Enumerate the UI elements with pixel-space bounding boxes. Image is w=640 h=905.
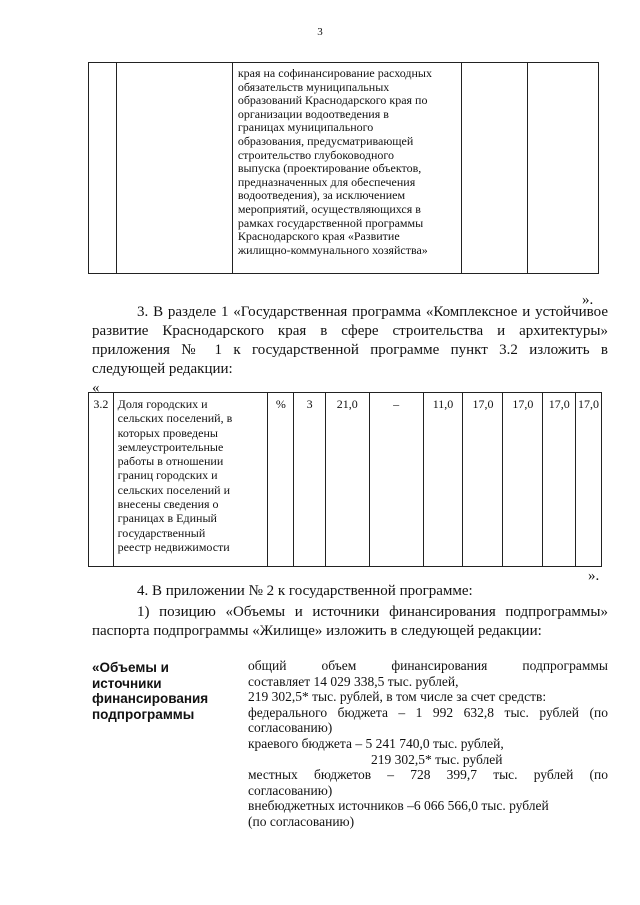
- paragraph-3: [92, 303, 608, 379]
- indicator-name-line: землеустроительные: [117, 439, 224, 454]
- description-line: Краснодарского края «Развитие: [237, 229, 400, 244]
- financing-label-line: «Объемы и: [92, 660, 169, 675]
- item-4-1: [92, 603, 608, 641]
- paragraph-line: развитие Краснодарского края в сфере строительства и архитектуры»: [92, 323, 608, 339]
- value-cell: 17,0: [543, 393, 576, 567]
- item-4-heading: 4. В приложении № 2 к государственной программе:: [137, 583, 473, 599]
- description-line: предназначенных для обеспечения: [237, 174, 416, 189]
- table-continuation: [88, 62, 599, 274]
- indicator-name-line: границ городских и: [117, 468, 218, 483]
- paragraph-line: 1) позицию «Объемы и источники финансирования подпрограммы»: [137, 604, 608, 620]
- financing-value-line: согласованию): [248, 720, 333, 736]
- financing-label-line: источники: [92, 675, 162, 691]
- financing-value-line: общий объем финансирования подпрограммы: [248, 658, 608, 673]
- row-number: 3.2: [89, 393, 114, 567]
- financing-value-line: местных бюджетов – 728 399,7 тыс. рублей (по: [248, 767, 608, 783]
- table-cell-empty: [116, 63, 232, 274]
- description-line: водоотведения), за исключением: [237, 188, 406, 203]
- table-cell-description: [232, 63, 461, 274]
- value-cell: 17,0: [463, 393, 503, 567]
- financing-value-line: 219 302,5* тыс. рублей: [371, 751, 503, 767]
- description-line: обязательств муниципальных: [237, 79, 390, 94]
- page-number: 3: [317, 26, 323, 38]
- paragraph-line: 3. В разделе 1 «Государственная программа «Комплексное и устойчивое: [137, 304, 608, 320]
- financing-label-line: подпрограммы: [92, 706, 195, 722]
- description-line: края на софинансирование расходных: [237, 66, 432, 80]
- description-line: строительство глубоководного: [237, 147, 395, 162]
- closing-quote: ».: [582, 292, 594, 308]
- indicator-name-line: Доля городских и: [117, 397, 208, 411]
- value-cell: 21,0: [325, 393, 369, 567]
- closing-quote: ».: [588, 568, 600, 584]
- description-line: рамках государственной программы: [237, 215, 424, 230]
- description-line: образований Краснодарского края по: [237, 93, 428, 108]
- indicator-name-line: внесены сведения о: [117, 497, 219, 512]
- value-cell: 17,0: [576, 393, 602, 567]
- indicator-name-line: государственный: [117, 525, 206, 540]
- financing-value-line: внебюджетных источников –6 066 566,0 тыс. рублей: [248, 798, 549, 814]
- financing-label-line: финансирования: [92, 691, 209, 706]
- indicator-name-line: работы в отношении: [117, 454, 224, 469]
- indicator-name-line: сельских поселений и: [117, 482, 231, 497]
- description-line: образования, предусматривающей: [237, 133, 414, 148]
- financing-value-line: федерального бюджета – 1 992 632,8 тыс. рублей (по: [248, 704, 608, 720]
- description-line: организации водоотведения в: [237, 106, 389, 121]
- table-cell-empty: [528, 63, 599, 274]
- indicator-name-line: сельских поселений, в: [117, 411, 233, 426]
- indicator-table: [88, 392, 602, 567]
- value-cell: –: [369, 393, 423, 567]
- description-line: жилищно-коммунального хозяйства»: [237, 242, 428, 257]
- status-cell: 3: [294, 393, 326, 567]
- financing-label: [92, 660, 208, 722]
- description-line: границах муниципального: [237, 120, 374, 135]
- table-row: [89, 63, 599, 274]
- table-cell-empty: [461, 63, 527, 274]
- table-cell-number: [89, 63, 117, 274]
- paragraph-line: приложения № 1 к государственной программе пункт 3.2 изложить в: [92, 342, 608, 358]
- financing-value: [248, 658, 608, 830]
- financing-value-line: согласованию): [248, 782, 333, 798]
- unit-cell: %: [268, 393, 294, 567]
- opening-quote: «: [92, 380, 100, 396]
- paragraph-line: следующей редакции:: [92, 361, 233, 377]
- value-cell: 17,0: [503, 393, 543, 567]
- financing-value-line: краевого бюджета – 5 241 740,0 тыс. рублей,: [248, 735, 504, 751]
- description-line: мероприятий, осуществляющихся в: [237, 201, 421, 216]
- financing-value-line: (по согласованию): [248, 813, 355, 829]
- description-line: выпуска (проектирование объектов,: [237, 161, 422, 176]
- indicator-name-line: реестр недвижимости: [117, 539, 230, 554]
- indicator-name: [113, 393, 268, 567]
- table-row: [89, 393, 602, 567]
- financing-value-line: составляет 14 029 338,5 тыс. рублей,: [248, 673, 459, 689]
- paragraph-line: паспорта подпрограммы «Жилище» изложить в следующей редакции:: [92, 623, 542, 639]
- value-cell: 11,0: [423, 393, 463, 567]
- indicator-name-line: границах в Единый: [117, 511, 217, 526]
- financing-value-line: 219 302,5* тыс. рублей, в том числе за счет средств:: [248, 689, 547, 705]
- indicator-name-line: которых проведены: [117, 425, 218, 440]
